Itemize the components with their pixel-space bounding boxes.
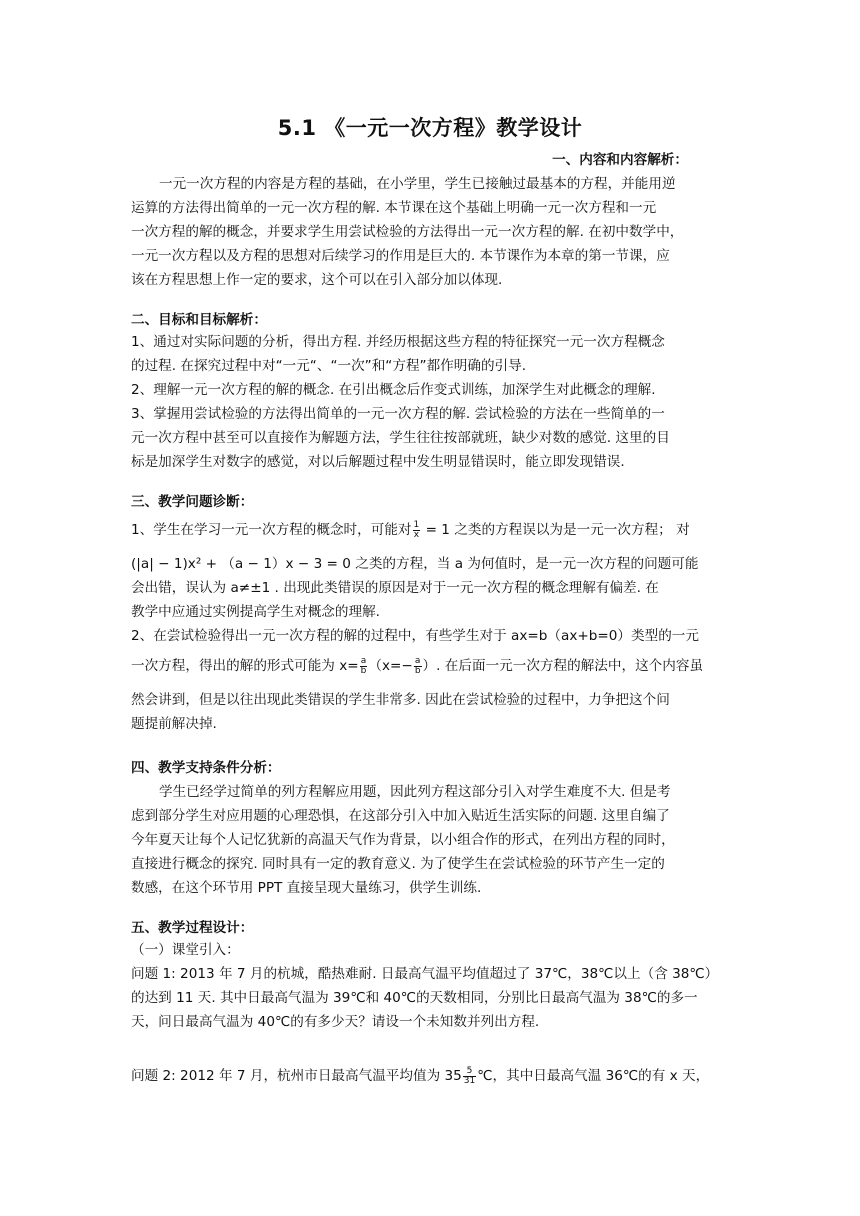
s1-line-4: 一元一次方程以及方程的思想对后续学习的作用是巨大的. 本节课作为本章的第一节课，应 bbox=[131, 248, 670, 264]
section-1-heading: 一、内容和内容解析： bbox=[552, 152, 688, 168]
fraction-denominator: b bbox=[414, 665, 421, 676]
fraction-denominator: 31 bbox=[463, 1075, 476, 1086]
s2-line-2: 的过程. 在探究过程中对“一元“、“一次”和“方程”都作明确的引导. bbox=[131, 358, 527, 374]
s2-line-5: 元一次方程中甚至可以直接作为解题方法，学生往往按部就班，缺少对数的感觉. 这里的目 bbox=[131, 430, 670, 446]
s4-line-1: 学生已经学过简单的列方程解应用题，因此列方程这部分引入对学生难度不大. 但是考 bbox=[159, 784, 671, 800]
s3-line-5: 2、在尝试检验得出一元一次方程的解的过程中，有些学生对于 ax=b（ax+b=0）类型的一元 bbox=[131, 628, 699, 644]
s3-line-8: 题提前解决掉. bbox=[131, 716, 217, 732]
s4-line-5: 数感，在这个环节用 PPT 直接呈现大量练习，供学生训练. bbox=[131, 880, 482, 896]
fraction-5-over-31 bbox=[463, 1067, 476, 1086]
s2-line-1: 1、通过对实际问题的分析，得出方程. 并经历根据这些方程的特征探究一元一次方程概念 bbox=[131, 334, 665, 350]
s5-q1-line-1: 问题 1: 2013 年 7 月的杭城，酷热难耐. 日最高气温平均值超过了 37℃，38℃以上（含 38℃） bbox=[131, 966, 719, 982]
fraction-denominator: b bbox=[360, 665, 367, 676]
s4-line-4: 直接进行概念的探究. 同时具有一定的教育意义. 为了使学生在尝试检验的环节产生一定的 bbox=[131, 856, 665, 872]
s2-line-6: 标是加深学生对数字的感觉，对以后解题过程中发生明显错误时，能立即发现错误. bbox=[131, 454, 625, 470]
s3-line-1-text-b: = 1 之类的方程误以为是一元一次方程； 对 bbox=[421, 522, 690, 538]
document-title: 5.1 《一元一次方程》教学设计 bbox=[277, 116, 583, 140]
s4-line-3: 今年夏天让每个人记忆犹新的高温天气作为背景，以小组合作的形式，在列出方程的同时， bbox=[131, 832, 675, 848]
s3-line-4: 教学中应通过实例提高学生对概念的理解. bbox=[131, 604, 381, 620]
s3-line-3: 会出错，误认为 a≠±1 . 出现此类错误的原因是对于一元一次方程的概念理解有偏差. 在 bbox=[131, 580, 659, 596]
fraction-numerator: 1 bbox=[413, 519, 420, 530]
fraction-one-over-x bbox=[413, 521, 421, 540]
s3-line-6-text-a: 一次方程，得出的解的形式可能为 x= bbox=[131, 658, 359, 674]
s5-q2-line-1 bbox=[131, 1066, 731, 1086]
s5-subheading: （一）课堂引入： bbox=[131, 942, 240, 958]
s3-line-1 bbox=[131, 520, 731, 540]
fraction-numerator: a bbox=[360, 655, 367, 666]
s2-line-4: 3、掌握用尝试检验的方法得出简单的一元一次方程的解. 尝试检验的方法在一些简单的一 bbox=[131, 406, 665, 422]
s5-q2-text-b: ℃，其中日最高气温 36℃的有 x 天， bbox=[477, 1068, 710, 1084]
s2-line-3: 2、理解一元一次方程的解的概念. 在引出概念后作变式训练，加深学生对此概念的理解. bbox=[131, 382, 656, 398]
s5-q1-line-2: 的达到 11 天. 其中日最高气温为 39℃和 40℃的天数相同，分别比日最高气温为 38℃的多一 bbox=[131, 990, 698, 1006]
s1-line-1: 一元一次方程的内容是方程的基础，在小学里，学生已接触过最基本的方程，并能用逆 bbox=[159, 176, 676, 192]
s5-q2-text-a: 问题 2: 2012 年 7 月，杭州市日最高气温平均值为 35 bbox=[131, 1068, 462, 1084]
section-4-heading: 四、教学支持条件分析： bbox=[131, 760, 281, 776]
s3-line-7: 然会讲到，但是以往出现此类错误的学生非常多. 因此在尝试检验的过程中，力争把这个问 bbox=[131, 692, 670, 708]
s3-line-6-text-c: ）. 在后面一元一次方程的解法中，这个内容虽 bbox=[422, 658, 704, 674]
fraction-a-over-b bbox=[414, 657, 422, 676]
s5-q1-line-3: 天，问日最高气温为 40℃的有多少天？请设一个未知数并列出方程. bbox=[131, 1014, 540, 1030]
section-2-heading: 二、目标和目标解析： bbox=[131, 312, 267, 328]
s3-line-1-text-a: 1、学生在学习一元一次方程的概念时，可能对 bbox=[131, 522, 412, 538]
fraction-numerator: 5 bbox=[463, 1067, 476, 1077]
fraction-numerator: a bbox=[414, 655, 421, 666]
section-5-heading: 五、教学过程设计： bbox=[131, 920, 254, 936]
s3-line-6 bbox=[131, 656, 731, 676]
section-3-heading: 三、教学问题诊断： bbox=[131, 494, 254, 510]
fraction-denominator: x bbox=[413, 529, 420, 540]
s4-line-2: 虑到部分学生对应用题的心理恐惧，在这部分引入中加入贴近生活实际的问题. 这里自编了 bbox=[131, 808, 670, 824]
s1-line-5: 该在方程思想上作一定的要求，这个可以在引入部分加以体现. bbox=[131, 272, 503, 288]
s1-line-3: 一次方程的解的概念，并要求学生用尝试检验的方法得出一元一次方程的解. 在初中数学中， bbox=[131, 224, 684, 240]
s3-line-6-text-b: （x=− bbox=[368, 658, 413, 674]
fraction-a-over-b bbox=[360, 657, 368, 676]
s1-line-2: 运算的方法得出简单的一元一次方程的解. 本节课在这个基础上明确一元一次方程和一元 bbox=[131, 200, 657, 216]
s3-line-2: (|a| − 1)x² + （a − 1）x − 3 = 0 之类的方程，当 a 为何值时，是一元一次方程的问题可能 bbox=[131, 556, 699, 572]
